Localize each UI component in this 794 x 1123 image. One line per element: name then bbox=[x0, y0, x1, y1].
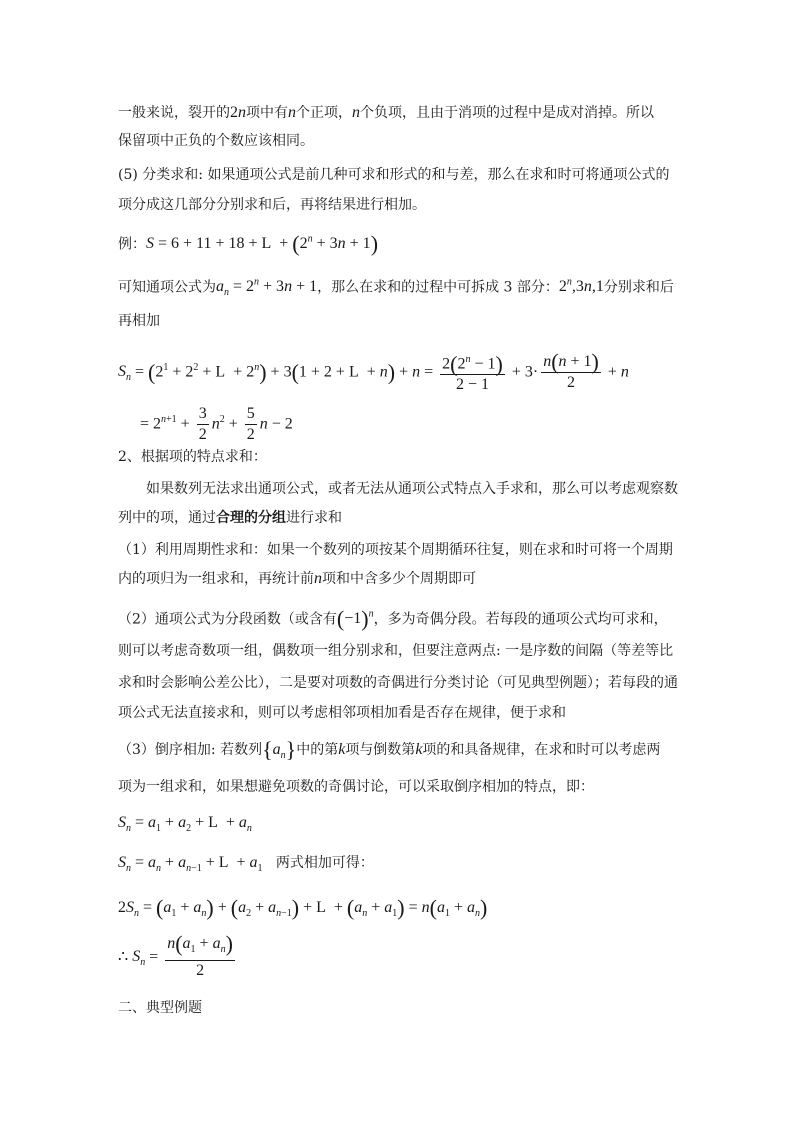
general-term-line2: 再相加 bbox=[118, 313, 160, 329]
paragraph-split-terms: 一般来说，裂开的2n项中有n个正项，n个负项，且由于消项的过程中是成对消掉。所以 bbox=[118, 104, 654, 121]
math-neg1-power: $(-1)^n$ bbox=[336, 606, 374, 632]
reverse-sum-result: ∴ $S_n$ = $\frac{n(a_1 + a_n)}{2}$ bbox=[118, 931, 233, 980]
reverse-sum-forward: $S_n = a_1 + a_2 + L + a_n$ bbox=[118, 814, 252, 835]
item2-line3: 求和时会影响公差公比），二是要对项数的奇偶进行分类讨论（可见典型例题）；若每段的通 bbox=[118, 675, 678, 691]
reverse-sum-backward: $S_n = a_n + a_{n-1} + L + a_1$ 两式相加可得： bbox=[118, 854, 374, 875]
emphasis-grouping: 合理的分组 bbox=[216, 510, 286, 526]
item2-line2: 则可以考虑奇数项一组，偶数项一组分别求和，但要注意两点: 一是序数的间隔（等差等比 bbox=[118, 643, 674, 659]
sum-formula-line1: $S_n = (2^1 + 2^2 + L + 2^n) + 3(1 + 2 + L + n) + n$ = $\frac{2(2^n - 1)}{2 - 1}$ + 3· $\frac{n(n + 1)}{2}$ + n bbox=[118, 349, 629, 394]
item2-line1: （2）通项公式为分段函数（或含有$(-1)^n$，多为奇偶分段。若每段的通项公式均可求和， bbox=[118, 606, 668, 632]
section-typical-examples-heading: 二、典型例题 bbox=[118, 1000, 202, 1016]
example-line: 例：$S = 6 + 11 + 18 + L + (2^n + 3n + 1)$ bbox=[118, 231, 379, 257]
item5-line2: 项分成这几部分分别求和后，再将结果进行相加。 bbox=[118, 197, 426, 213]
paragraph-line: 保留项中正负的个数应该相同。 bbox=[118, 133, 314, 149]
math-2n: 2n bbox=[230, 104, 246, 121]
item3-line2: 项为一组求和，如果想避免项数的奇偶讨论，可以采取倒序相加的特点，即： bbox=[118, 779, 594, 795]
item5-line1: (5) 分类求和: 如果通项公式是前几种可求和形式的和与差，那么在求和时可将通项公式的 bbox=[118, 167, 670, 183]
sum-formula-line2: = $2^{n+1}$ + $\frac{3}{2}$ $n^2$ + $\frac{5}{2}$ n − 2 bbox=[140, 405, 293, 444]
section2-heading: 2、根据项的特点求和： bbox=[118, 449, 267, 465]
item1-line2: 内的项归为一组求和，再统计前n项和中含多少个周期即可 bbox=[118, 570, 476, 587]
item3-line1: （3）倒序相加: 若数列$\{a_n\}$中的第k项与倒数第k项的和具备规律，在求和时可以考虑两 bbox=[118, 737, 661, 762]
section2-intro-line1: 如果数列无法求出通项公式，或者无法从通项公式特点入手求和，那么可以考虑观察数 bbox=[146, 481, 678, 497]
example-formula: $S = 6 + 11 + 18 + L + (2^n + 3n + 1)$ bbox=[146, 231, 379, 257]
item1-line1: （1）利用周期性求和：如果一个数列的项按某个周期循环往复，则在求和时可将一个周期 bbox=[118, 542, 673, 558]
section2-intro-line2: 列中的项，通过合理的分组进行求和 bbox=[118, 510, 342, 526]
general-term-line: 可知通项公式为$a_n = 2^n + 3n + 1$，那么在求和的过程中可拆成 3 部分：2$^n$,3n,1分别求和后 bbox=[118, 277, 674, 299]
general-term-formula: $a_n = 2^n + 3n + 1$ bbox=[216, 277, 318, 299]
reverse-sum-combined: $2S_n = (a_1 + a_n) + (a_2 + a_{n-1}) + L + (a_n + a_1) = n(a_1 + a_n)$ bbox=[118, 895, 488, 920]
item2-line4: 项公式无法直接求和，则可以考虑相邻项相加看是否存在规律，便于求和 bbox=[118, 705, 566, 721]
